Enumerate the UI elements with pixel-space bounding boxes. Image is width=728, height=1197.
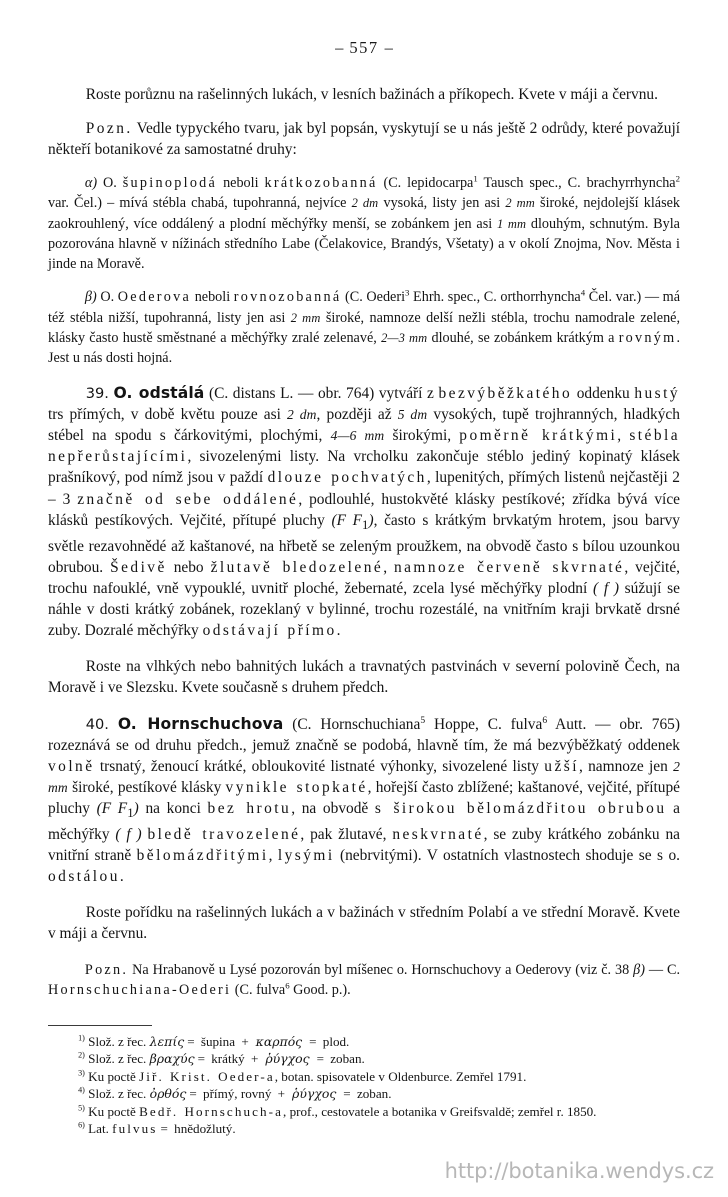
alpha-t6: vysoká, listy jen asi xyxy=(378,195,506,212)
alpha-t8: dlouhým, schnutým. Byla pozorována hlavně v nížinách středního Labe (Čelakovice, Brandýs, Všetaty) a v okolí Znojma, Nov. Města i jinde na Moravě. xyxy=(48,215,680,273)
fn4-t1: Slož. z řec. xyxy=(84,1086,150,1102)
e39-t9: , lupenitých, přímých listenů nejčastěji 2 – 3 xyxy=(48,469,680,508)
fn5-person-name: Bedř. Hornschuch-a xyxy=(139,1103,284,1119)
species-name-40: O. Hornschuchova xyxy=(117,714,284,733)
alpha-t2: neboli xyxy=(217,175,265,192)
e39-sp8: žlutavě bledozelené xyxy=(210,558,384,576)
fn3-t1: Ku poctě xyxy=(84,1068,140,1084)
page-folio xyxy=(0,38,728,58)
e39-t3: trs přímých, v době květu pouze asi xyxy=(48,406,288,424)
beta-t1: O. xyxy=(96,289,118,306)
fn1-equals-2: = xyxy=(309,1034,317,1049)
e40-footnote-ref-1: 5 xyxy=(420,714,426,726)
beta-footnote-ref-1: 3 xyxy=(405,287,410,298)
e39-t5: vysokých, tupě trojhranných, hladkých stébel na spodu s čárkovitými, plochými, xyxy=(48,406,680,445)
e40-t5: , namnoze jen xyxy=(578,757,674,775)
beta-measure-1: 2 mm xyxy=(290,310,321,325)
e39-sp5: dlouze pochvatých xyxy=(267,469,427,487)
e39-sp6: značně od sebe oddálené xyxy=(77,490,299,508)
fn1-t3: plod. xyxy=(319,1034,350,1049)
e39-measure-3: 4—6 mm xyxy=(330,428,385,444)
e40-sp1: volně xyxy=(48,757,95,775)
note-2-hybrid-name: Hornschuchiana-Oederi xyxy=(48,981,232,998)
fn1-greek-2: καρπός xyxy=(251,1034,307,1049)
species-number-40: 40. xyxy=(85,715,109,733)
fn6-latin-word: fulvus xyxy=(112,1121,158,1137)
footnote-5-marker: 5) xyxy=(78,1103,85,1113)
footnote-1-marker: 1) xyxy=(78,1033,85,1043)
e39-sp9: namnoze červeně skvrnaté xyxy=(393,558,625,576)
fn2-t2: krátký xyxy=(207,1051,248,1067)
species-entry-39 xyxy=(48,383,680,641)
beta-footnote-ref-2: 4 xyxy=(580,287,586,298)
footnote-4-marker: 4) xyxy=(78,1085,85,1095)
variety-marker-beta: β) xyxy=(84,289,97,306)
beta-t2: neboli xyxy=(191,289,234,306)
fn3-t2: , botan. spisovatele v Oldenburce. Zemřel 1791. xyxy=(274,1068,527,1084)
fn4-equals-2: = xyxy=(343,1086,351,1102)
fn3-person-name: Jiř. Krist. Oeder-a xyxy=(139,1068,275,1084)
beta-t4: Ehrh. spec., C. orthorrhyncha xyxy=(409,289,581,306)
note-label: Pozn. xyxy=(85,120,133,138)
site-watermark: http://botanika.wendys.cz xyxy=(444,1159,714,1183)
e40-t15: (nebrvitými). V ostatních vlastnostech shoduje se s o. xyxy=(334,847,681,865)
alpha-measure-2: 2 mm xyxy=(505,196,535,211)
e40-footnote-ref-2: 6 xyxy=(542,714,548,726)
e39-t4: , později až xyxy=(316,406,398,424)
folio-number: 557 xyxy=(349,38,379,57)
e40-figure-ref-1-end: ) xyxy=(133,799,139,817)
fn2-t3: zoban. xyxy=(326,1051,365,1067)
n2-t3: (C. fulva xyxy=(231,981,286,998)
e39-t14: , vejčité, trochu nafouklé, vně vypouklé, uvnitř ploché, žebernaté, zcela lysé měchýřky plodní xyxy=(48,558,681,598)
beta-measure-2: 2—3 mm xyxy=(381,330,428,345)
e39-sp2: hustý xyxy=(634,385,680,403)
e39-t2: oddenku xyxy=(572,385,635,403)
e40-sp2: užší xyxy=(544,757,579,775)
fn2-greek-2: ῥύγχος xyxy=(261,1051,314,1067)
beta-t8: . Jest u nás dosti hojná. xyxy=(48,329,681,366)
e40-sp3: vynikle stopkaté xyxy=(225,778,368,796)
fn2-t1: Slož. z řec. xyxy=(84,1051,150,1067)
note-text: Vedle typyckého tvaru, jak byl popsán, vyskytují se u nás ještě 2 odrůdy, které považují někteří botanikové za samostatné druhy: xyxy=(48,120,680,159)
e40-sp9: lysými xyxy=(277,847,335,865)
paragraph-variety-beta xyxy=(48,287,680,368)
species-number-39: 39. xyxy=(85,385,109,403)
e40-t12: , pak žlutavé, xyxy=(300,826,393,844)
fn2-greek-1: βραχύς xyxy=(149,1051,195,1067)
e39-sp10: odstávají přímo xyxy=(202,622,337,640)
folio-dash-right: – xyxy=(384,38,393,57)
e40-t1: (C. Hornschuchiana xyxy=(283,715,421,733)
e40-t3: Autt. — obr. 765) rozeznává se od druhu předch., jemuž značně se podobá, hlavně tím, že má bezvýběžkatý oddenek xyxy=(48,715,680,754)
alpha-measure-3: 1 mm xyxy=(496,216,527,231)
e40-t6: široké, pestíkové klásky xyxy=(67,778,226,796)
fn4-greek-1: ὀρθός xyxy=(149,1086,187,1102)
alpha-t7: široké, nejdolejší klásek zaokrouhlený, více oddálený a plodní měchýřky menší, se zobánkem jen asi xyxy=(48,195,680,232)
e40-sp5: s širokou bělomázdřitou obrubou xyxy=(374,799,667,817)
e40-figure-ref-1: (F F xyxy=(96,799,128,817)
e40-sp10: odstálou xyxy=(48,868,120,886)
fn5-t1: Ku poctě xyxy=(84,1103,140,1119)
footnote-2-marker: 2) xyxy=(78,1051,85,1061)
note-2-footnote-ref: 6 xyxy=(285,979,290,990)
e40-t13: , se zuby krátkého zobánku na vnitřní straně xyxy=(48,826,680,865)
alpha-name-1: šupinoplodá xyxy=(122,175,218,192)
folio-dash-left: – xyxy=(335,38,344,57)
footnotes-block xyxy=(48,1025,680,1137)
e40-sp6: bledě travozelené xyxy=(147,826,301,844)
fn4-t3: zoban. xyxy=(353,1086,392,1102)
e39-figure-ref-2: ( f ) xyxy=(592,580,619,598)
beta-name-2: rovnozobanná xyxy=(233,289,342,306)
e39-sp3: poměrně krátkými xyxy=(459,427,618,445)
e40-sp4: bez hrotu xyxy=(207,799,292,817)
alpha-measure-1: 2 dm xyxy=(351,196,379,211)
e39-figure-ref-1-sub: 1 xyxy=(362,517,369,532)
e39-measure-2: 5 dm xyxy=(397,407,428,423)
alpha-footnote-ref-2: 2 xyxy=(675,173,680,184)
beta-t7: dlouhé, se zobánkem krátkým a xyxy=(427,329,619,346)
e40-figure-ref-1-sub: 1 xyxy=(127,805,134,820)
e40-t16: . xyxy=(119,868,124,886)
alpha-name-2: krátkozobanná xyxy=(264,175,378,192)
fn1-plus: + xyxy=(241,1034,249,1049)
note-2-label: Pozn. xyxy=(84,961,129,978)
e40-sp8: bělomázdřitými xyxy=(136,847,269,865)
e39-figure-ref-1: (F F xyxy=(331,511,363,529)
fn4-plus: + xyxy=(277,1086,286,1102)
fn1-equals-1: = xyxy=(187,1034,195,1049)
species-name-39: O. odstálá xyxy=(113,384,205,403)
alpha-t1: O. xyxy=(97,175,123,192)
e39-sp7: Šedivě xyxy=(110,558,167,576)
paragraph-habitat-39: Roste na vlhkých nebo bahnitých lukách a travnatých pastvinách v severní polovině Čech, na Moravě i ve Slezsku. Kvete současně s druhem předch. xyxy=(48,658,680,697)
beta-t6: široké, namnoze delší nežli stébla, trochu namodrale zelené, klásky často hustě směstnané a měchýřky zralé zelenavé, xyxy=(48,309,681,346)
e39-measure-1: 2 dm xyxy=(287,407,317,423)
alpha-t3: (C. lepidocarpa xyxy=(377,175,474,192)
e40-t8: na konci xyxy=(138,799,208,817)
fn6-t1: Lat. xyxy=(84,1121,113,1137)
e39-t12: nebo xyxy=(166,558,211,576)
n2-t2: — C. xyxy=(644,961,680,978)
fn2-plus: + xyxy=(250,1051,259,1067)
e39-t13: , xyxy=(383,558,394,576)
alpha-t4: Tausch spec., C. brachyrrhyncha xyxy=(477,175,676,192)
e39-t10: , podlouhlé, hustokvěté klásky pestíkové; zřídka bývá více klásků pestíkových. Vejčité, přítupé pluchy xyxy=(48,490,680,529)
paragraph-habitat-40: Roste pořídku na rašelinných lukách a v bažinách v středním Polabí a ve střední Moravě. Kvete v máji a červnu. xyxy=(48,904,680,943)
e40-figure-ref-2: ( f ) xyxy=(115,826,142,844)
fn4-t2: přímý, rovný xyxy=(199,1086,275,1102)
note-2-beta-marker: β) xyxy=(633,961,645,978)
e40-t14: , xyxy=(268,847,278,865)
e40-t7: , hořejší často zblížené; kaštanové, vejčité, přítupé pluchy xyxy=(48,778,680,817)
footnote-1 xyxy=(48,1033,680,1050)
e40-sp7: neskvrnaté xyxy=(392,826,484,844)
alpha-footnote-ref-1: 1 xyxy=(473,173,478,184)
paragraph-variety-alpha xyxy=(48,173,680,274)
footnote-2 xyxy=(48,1050,680,1067)
footnote-5 xyxy=(48,1103,680,1120)
paragraph-note-2 xyxy=(48,960,680,1000)
fn5-t2: , prof., cestovatele a botanika v Greifsvaldě; zemřel r. 1850. xyxy=(283,1103,597,1119)
paragraph-habitat-1: Roste porůznu na rašelinných lukách, v lesních bažinách a příkopech. Kvete v máji a červnu. xyxy=(85,86,658,103)
e39-t16: . xyxy=(336,622,341,640)
e39-sp1: bezvýběžkatého xyxy=(438,385,573,403)
e40-measure-1: 2 mm xyxy=(48,758,680,795)
fn6-equals: = xyxy=(160,1121,168,1137)
footnote-6-marker: 6) xyxy=(78,1120,85,1130)
footnote-6 xyxy=(48,1120,680,1137)
n2-t4: Good. p.). xyxy=(289,981,351,998)
beta-name-1: Oederova xyxy=(117,289,192,306)
fn1-t2: šupina xyxy=(197,1034,239,1049)
e39-t15: súžují se náhle v dosti krátký zobánek, rozeklaný v bylinné, trochu rozestálé, na vnitřním kraji brvkatě drsné zuby. Dozralé měchýřky xyxy=(48,580,680,640)
footnote-3-marker: 3) xyxy=(78,1068,85,1078)
footnote-3 xyxy=(48,1068,680,1085)
fn2-equals-2: = xyxy=(316,1051,324,1067)
fn4-equals-1: = xyxy=(189,1086,197,1102)
e39-t11: , často s krátkým brvkatým hrotem, jsou barvy světle rezavohnědé až kaštanové, na hřbetě se zeleným proužkem, na obvodě často s bílou uzounkou obrubou. xyxy=(48,511,680,576)
footnote-separator-rule xyxy=(48,1025,152,1026)
e40-t2: Hoppe, C. fulva xyxy=(425,715,543,733)
paragraph-note-1 xyxy=(48,118,680,160)
fn4-greek-2: ῥύγχος xyxy=(288,1086,341,1102)
text-column xyxy=(48,84,680,1000)
beta-t5: Čel. var.) — má též stébla nižší, tupohranná, listy jen asi xyxy=(48,289,681,326)
e40-t4: trsnatý, ženoucí krátké, obloukovité listnaté výhonky, sivozelené listy xyxy=(94,757,545,775)
e39-t7: , xyxy=(617,427,630,445)
beta-name-3: rovným xyxy=(618,329,677,346)
e39-t6: širokými, xyxy=(384,427,460,445)
alpha-t5: var. Čel.) – mívá stébla chabá, tupohranná, nejvíce xyxy=(48,195,352,212)
e39-t8: , sivozelenými listy. Na vrcholku zakončuje stéblo jediný kopinatý klásek prašníkový, pod nímž jsou v paždí xyxy=(48,448,680,487)
variety-marker-alpha: α) xyxy=(84,175,98,192)
e39-figure-ref-1-end: ) xyxy=(368,511,374,529)
e40-t10: a měchýřky xyxy=(48,799,680,844)
n2-t1: Na Hrabanově u Lysé pozorován byl míšenec o. Hornschuchovy a Oederovy (viz č. 38 xyxy=(128,961,634,978)
e39-sp4: stébla nepřerůstajícími xyxy=(48,427,681,466)
fn6-t2: hnědožlutý. xyxy=(170,1121,236,1137)
fn1-greek-1: λεπίς xyxy=(149,1034,185,1049)
beta-t3: (C. Oederi xyxy=(341,289,406,306)
e39-t1: (C. distans L. — obr. 764) vytváří z xyxy=(204,385,439,403)
fn1-t1: Slož. z řec. xyxy=(84,1034,150,1049)
e40-t9: , na obvodě xyxy=(291,799,375,817)
fn2-equals-1: = xyxy=(197,1051,205,1067)
species-entry-40 xyxy=(48,714,680,888)
footnote-4 xyxy=(48,1085,680,1102)
